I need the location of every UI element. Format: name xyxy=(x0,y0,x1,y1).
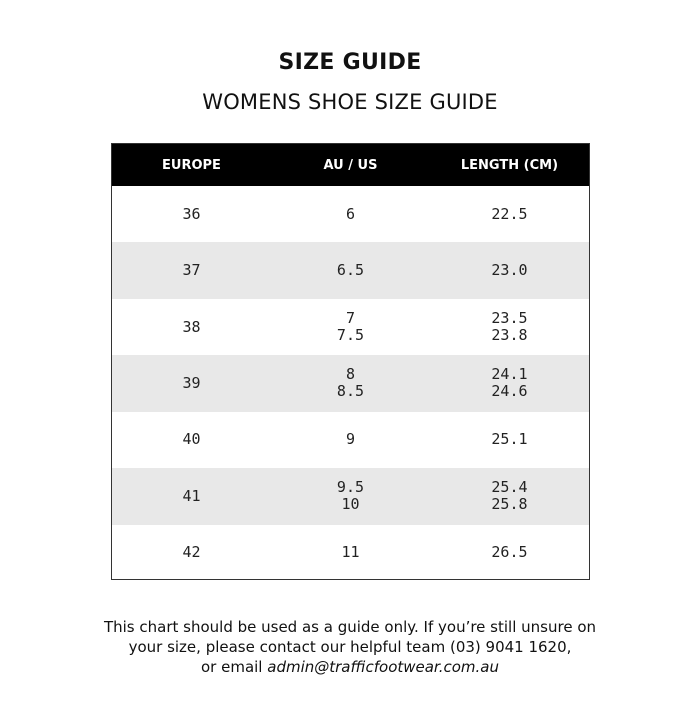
cell-au-us xyxy=(271,186,430,242)
note-line-2: your size, please contact our helpful team (03) 9041 1620, xyxy=(128,638,572,656)
table-row xyxy=(112,355,589,411)
cell-au-us xyxy=(271,412,430,468)
note-line-3-prefix: or email xyxy=(201,658,268,676)
cell-europe xyxy=(112,468,271,524)
table-row xyxy=(112,242,589,298)
cell-au-us-value: 7 xyxy=(345,309,355,328)
cell-length xyxy=(430,525,589,581)
cell-au-us xyxy=(271,355,430,411)
cell-europe-value: 40 xyxy=(182,430,201,449)
header-europe: EUROPE xyxy=(162,157,221,173)
cell-au-us-value: 6 xyxy=(345,204,355,223)
cell-length xyxy=(430,299,589,355)
cell-europe xyxy=(112,299,271,355)
table-row xyxy=(112,186,589,242)
email-link[interactable]: admin@trafficfootwear.com.au xyxy=(267,658,499,676)
footer-note xyxy=(0,617,700,677)
cell-au-us-value: 8 xyxy=(345,365,355,384)
note-line-1: This chart should be used as a guide only. If you’re still unsure on xyxy=(103,618,597,636)
header-au-us: AU / US xyxy=(323,157,378,173)
cell-europe xyxy=(112,525,271,581)
cell-au-us xyxy=(271,468,430,524)
cell-au-us-value: 9 xyxy=(345,430,355,449)
cell-length-value: 23.5 xyxy=(491,309,528,328)
cell-au-us-value: 6.5 xyxy=(336,261,365,280)
table-header xyxy=(112,144,589,186)
cell-europe-value: 42 xyxy=(182,543,201,562)
cell-length xyxy=(430,355,589,411)
cell-au-us xyxy=(271,299,430,355)
cell-length-value: 23.8 xyxy=(491,326,528,345)
cell-length-value: 26.5 xyxy=(491,543,528,562)
header-length: LENGTH (CM) xyxy=(460,157,559,173)
cell-length xyxy=(430,412,589,468)
cell-au-us xyxy=(271,242,430,298)
cell-europe xyxy=(112,242,271,298)
cell-europe xyxy=(112,186,271,242)
cell-europe-value: 41 xyxy=(182,486,201,505)
size-table xyxy=(111,143,590,580)
page-title: SIZE GUIDE xyxy=(278,50,422,75)
page-subtitle: WOMENS SHOE SIZE GUIDE xyxy=(202,90,498,114)
cell-au-us-value: 9.5 xyxy=(336,478,365,497)
table-row xyxy=(112,412,589,468)
cell-length-value: 25.4 xyxy=(491,478,528,497)
table-row xyxy=(112,525,589,581)
cell-length xyxy=(430,186,589,242)
cell-europe-value: 38 xyxy=(182,317,201,336)
cell-length xyxy=(430,468,589,524)
table-row xyxy=(112,468,589,524)
cell-length xyxy=(430,242,589,298)
cell-au-us-value: 7.5 xyxy=(336,326,365,345)
note-line-3 xyxy=(0,657,700,677)
cell-europe-value: 39 xyxy=(182,373,201,392)
cell-europe xyxy=(112,355,271,411)
cell-europe-value: 37 xyxy=(182,261,201,280)
cell-au-us-value: 11 xyxy=(341,543,360,562)
cell-length-value: 25.1 xyxy=(491,430,528,449)
cell-au-us-value: 8.5 xyxy=(336,382,365,401)
cell-length-value: 23.0 xyxy=(491,261,528,280)
cell-length-value: 25.8 xyxy=(491,495,528,514)
cell-au-us xyxy=(271,525,430,581)
table-row xyxy=(112,299,589,355)
cell-length-value: 24.6 xyxy=(491,382,528,401)
cell-length-value: 22.5 xyxy=(491,204,528,223)
cell-europe xyxy=(112,412,271,468)
cell-length-value: 24.1 xyxy=(491,365,528,384)
table-body xyxy=(112,186,589,581)
cell-europe-value: 36 xyxy=(182,204,201,223)
cell-au-us-value: 10 xyxy=(341,495,360,514)
